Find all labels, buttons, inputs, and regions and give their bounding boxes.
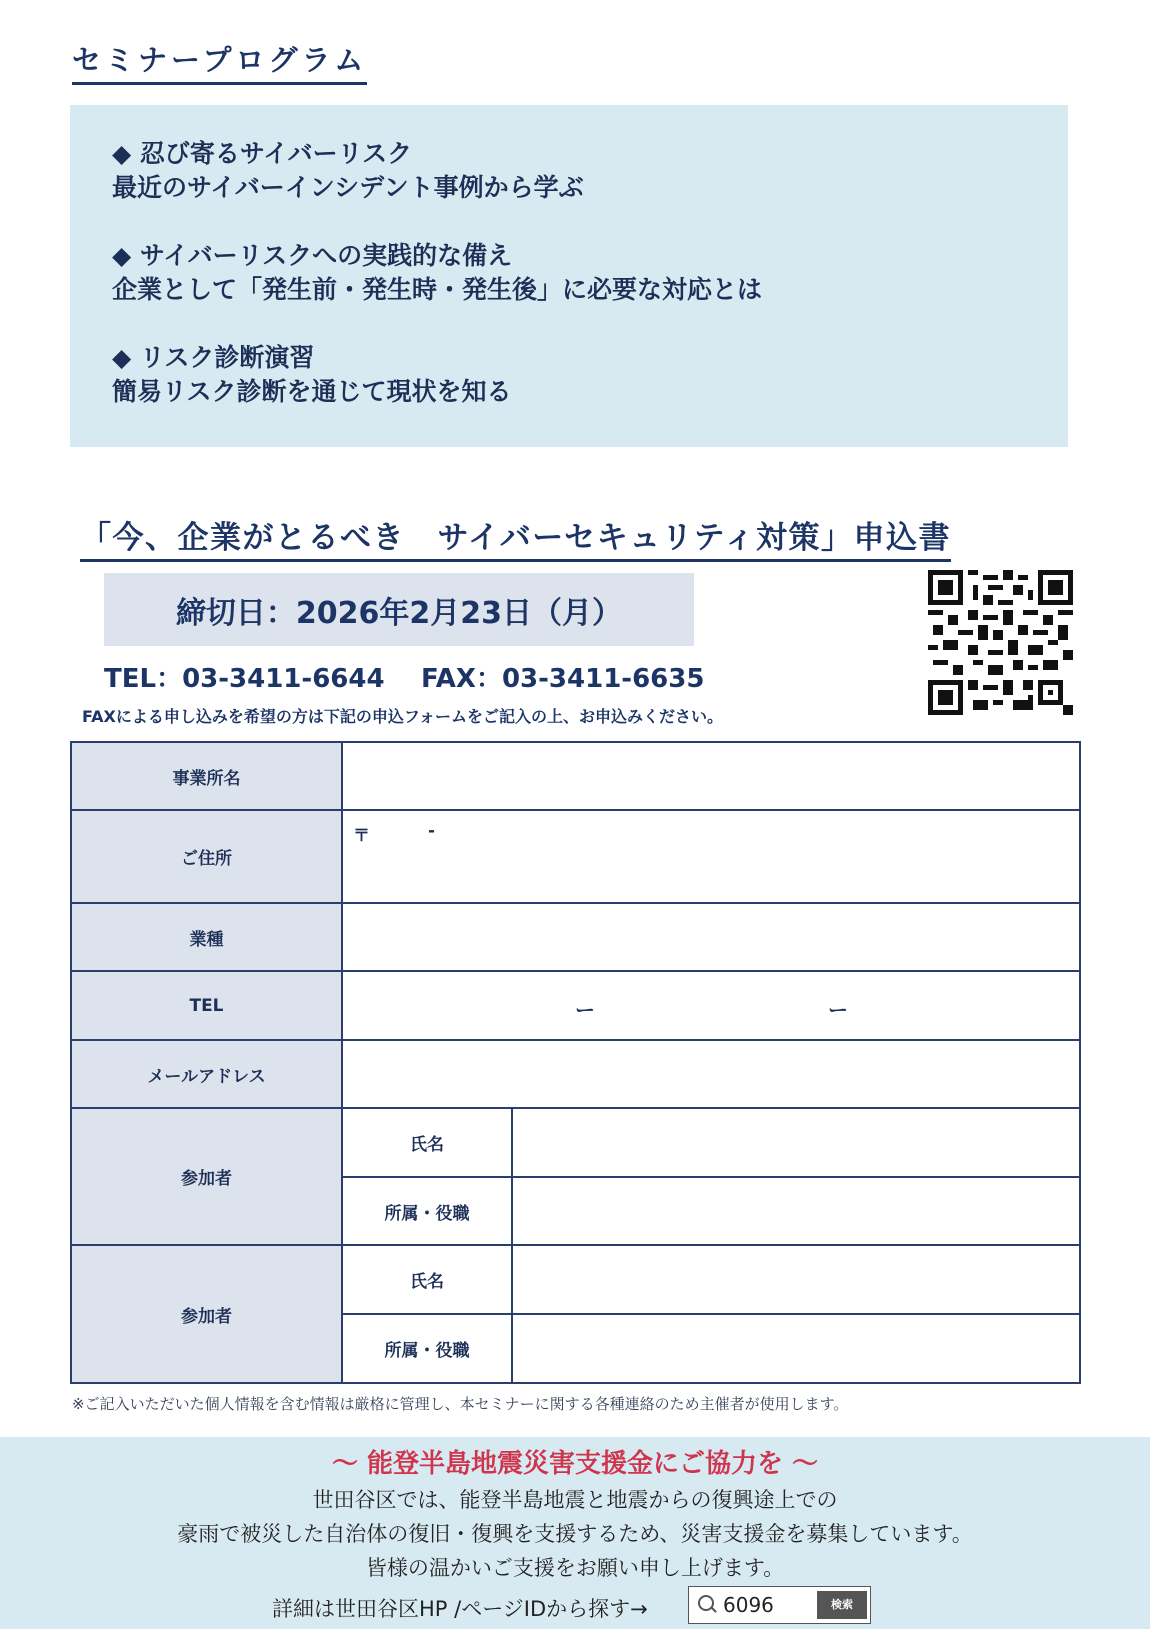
participant-position-field[interactable] [512, 1177, 1080, 1245]
banner-detail: 詳細は世田谷区HP /ページIDから探す→ [272, 1597, 648, 1621]
banner-text: 豪雨で被災した自治体の復旧・復興を支援するため、災害支援金を募集しています。 [177, 1522, 973, 1546]
form-row-address [71, 810, 1080, 903]
email-label: メールアドレス [71, 1040, 342, 1108]
tel-label: TEL [71, 971, 342, 1040]
form-row-email [71, 1040, 1080, 1108]
participant-position-label: 所属・役職 [342, 1177, 512, 1245]
privacy-note: ※ご記入いただいた個人情報を含む情報は厳格に管理し、本セミナーに関する各種連絡のため主催者が使用します。 [72, 1395, 849, 1413]
banner-title: ～ 能登半島地震災害支援金にご協力を ～ [331, 1449, 819, 1479]
postal-dash: - [428, 821, 436, 841]
deadline-text: 締切日：2026年2月23日（月） [175, 595, 623, 631]
participant-name-field[interactable] [512, 1245, 1080, 1314]
banner-text: 世田谷区では、能登半島地震と地震からの復興途上での [312, 1488, 838, 1512]
program-item-description: 簡易リスク診断を通じて現状を知る [112, 377, 512, 406]
banner-text: 皆様の温かいご支援をお願い申し上げます。 [365, 1556, 785, 1580]
qr-code [928, 570, 1073, 715]
program-item-description: 企業として「発生前・発生時・発生後」に必要な対応とは [112, 275, 763, 304]
tel-dash: ー [575, 998, 595, 1022]
participant-name-label: 氏名 [342, 1245, 512, 1314]
program-item [112, 137, 584, 205]
program-item-description: 最近のサイバーインシデント事例から学ぶ [112, 173, 584, 202]
program-box [70, 105, 1068, 447]
industry-field[interactable] [342, 903, 1080, 971]
tel-number: TEL：03-3411-6644 [104, 664, 385, 694]
email-field[interactable] [342, 1040, 1080, 1108]
program-item [112, 341, 512, 409]
fax-number: FAX：03-3411-6635 [421, 664, 705, 694]
program-item-heading: ◆ 忍び寄るサイバーリスク [112, 139, 413, 168]
tel-field[interactable] [342, 971, 1080, 1040]
address-label: ご住所 [71, 810, 342, 903]
program-title: セミナープログラム [72, 38, 367, 85]
page-id-search[interactable] [688, 1586, 871, 1624]
form-row-tel [71, 971, 1080, 1040]
office-name-label: 事業所名 [71, 742, 342, 810]
participant-label: 参加者 [71, 1108, 342, 1245]
program-item [112, 239, 762, 307]
participant-position-label: 所属・役職 [342, 1314, 512, 1383]
industry-label: 業種 [71, 903, 342, 971]
search-input[interactable]: 6096 [723, 1593, 774, 1617]
search-button[interactable]: 検索 [817, 1591, 867, 1619]
postal-mark: 〒 [353, 826, 370, 846]
application-title: 「今、企業がとるべき サイバーセキュリティ対策」申込書 [80, 512, 951, 562]
fax-note: FAXによる申し込みを希望の方は下記の申込フォームをご記入の上、お申込みください。 [82, 707, 724, 726]
form-row-office [71, 742, 1080, 810]
program-item-heading: ◆ リスク診断演習 [112, 343, 315, 372]
participant-position-field[interactable] [512, 1314, 1080, 1383]
search-icon [698, 1595, 714, 1611]
program-item-heading: ◆ サイバーリスクへの実践的な備え [112, 241, 513, 270]
participant-name-label: 氏名 [342, 1108, 512, 1177]
form-row-participant-name [71, 1245, 1080, 1314]
application-form [70, 741, 1081, 1384]
participant-name-field[interactable] [512, 1108, 1080, 1177]
form-row-industry [71, 903, 1080, 971]
deadline-box [104, 573, 694, 646]
participant-label: 参加者 [71, 1245, 342, 1383]
tel-dash: ー [828, 998, 848, 1022]
form-row-participant-name [71, 1108, 1080, 1177]
office-name-field[interactable] [342, 742, 1080, 810]
address-field[interactable] [342, 810, 1080, 903]
